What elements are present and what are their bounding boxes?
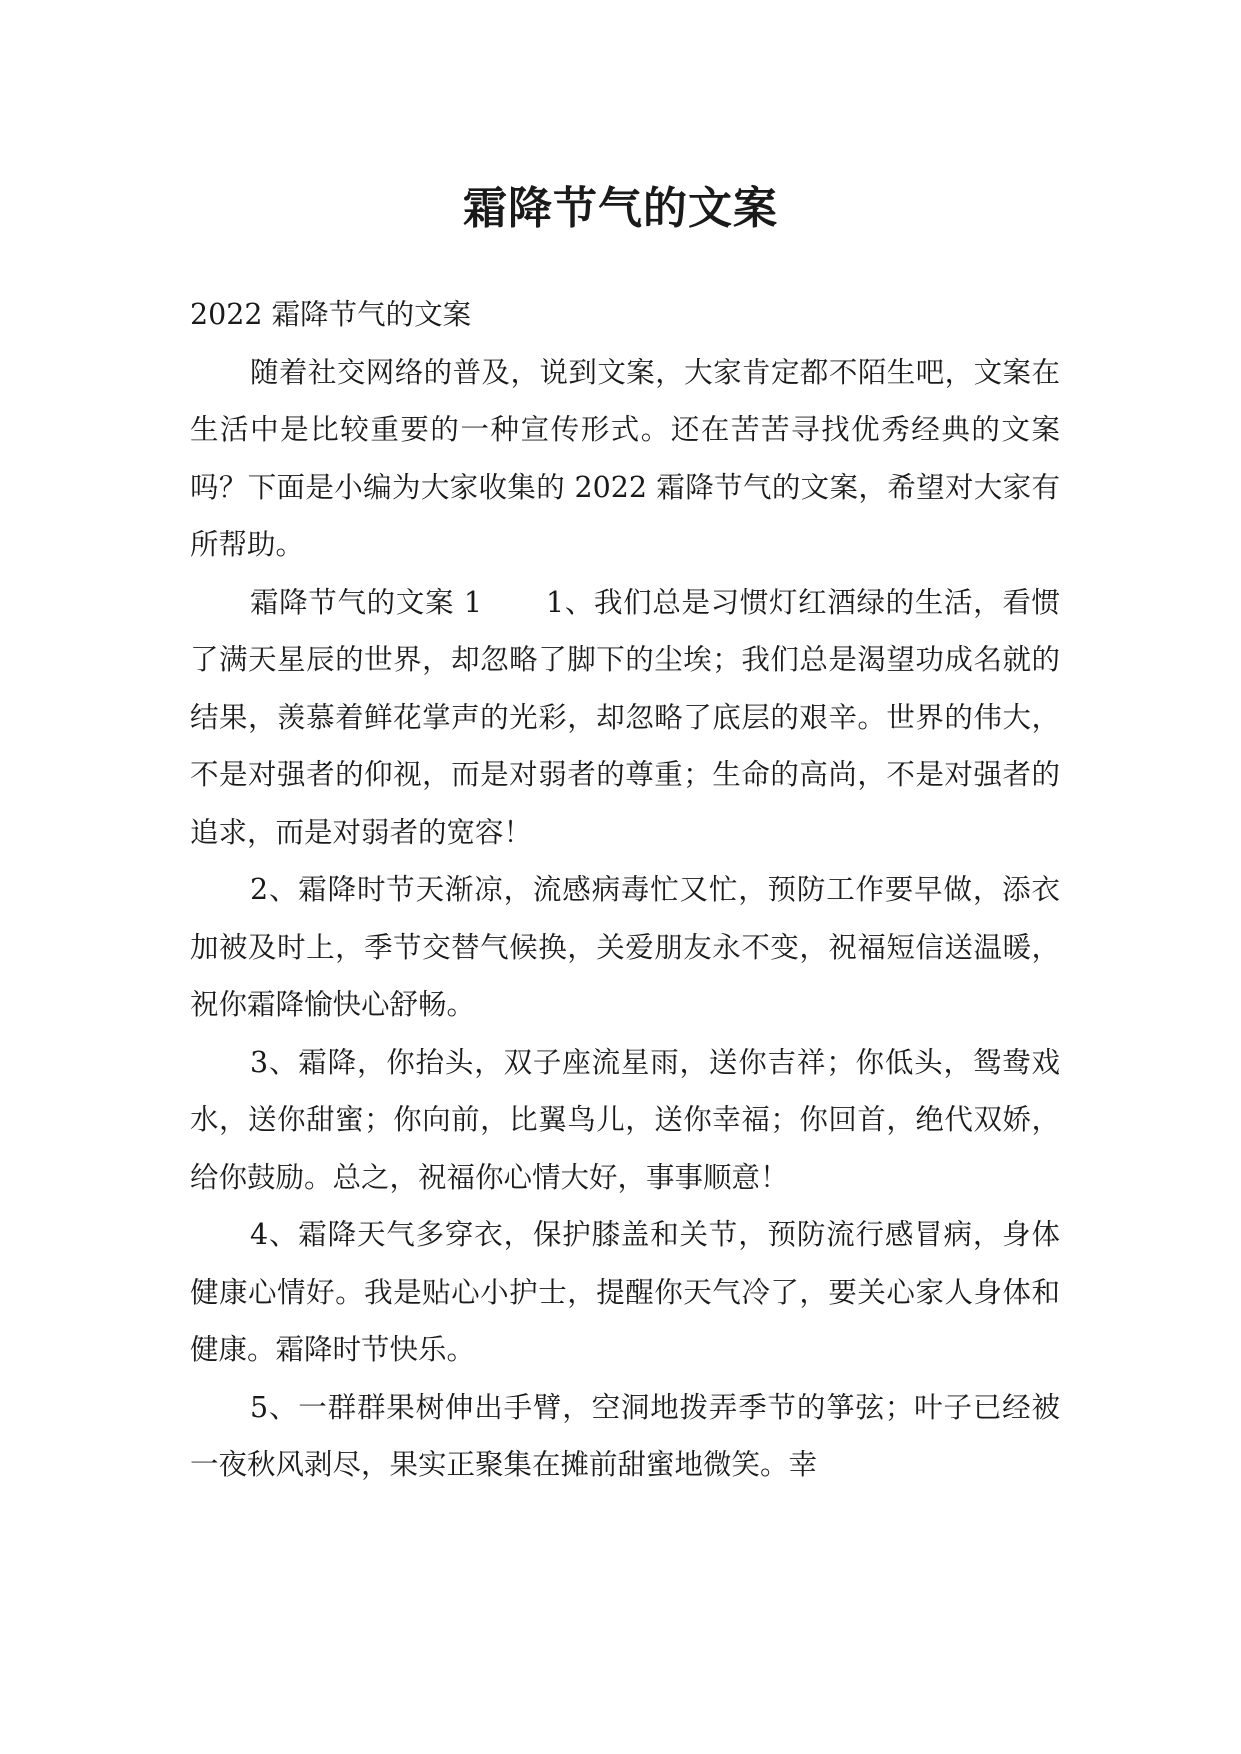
section-paragraph-1 [190, 574, 1060, 862]
document-title: 霜降节气的文案 [463, 183, 778, 235]
list-item-3: 3、霜降，你抬头，双子座流星雨，送你吉祥；你低头，鸳鸯戏水，送你甜蜜；你向前，比翼鸟儿，送你幸福；你回首，绝代双娇，给你鼓励。总之，祝福你心情大好，事事顺意！ [190, 1045, 1060, 1194]
intro-paragraph: 随着社交网络的普及，说到文案，大家肯定都不陌生吧，文案在生活中是比较重要的一种宣传形式。还在苦苦寻找优秀经典的文案吗？下面是小编为大家收集的 2022 霜降节气的文案，希望对大家有所帮助。 [190, 355, 1060, 561]
list-item-2: 2、霜降时节天渐凉，流感病毒忙又忙，预防工作要早做，添衣加被及时上，季节交替气候换，关爱朋友永不变，祝福短信送温暖，祝你霜降愉快心舒畅。 [190, 873, 1060, 1021]
document-body [190, 286, 1060, 1494]
list-item-4: 4、霜降天气多穿衣，保护膝盖和关节，预防流行感冒病，身体健康心情好。我是贴心小护士，提醒你天气冷了，要关心家人身体和健康。霜降时节快乐。 [190, 1218, 1060, 1366]
list-item-1: 1、我们总是习惯灯红酒绿的生活，看惯了满天星辰的世界，却忽略了脚下的尘埃；我们总是渴望功成名就的结果，羡慕着鲜花掌声的光彩，却忽略了底层的艰辛。世界的伟大，不是对强者的仰视，而是对弱者的尊重；生命的高尚，不是对强者的追求，而是对弱者的宽容！ [190, 585, 1060, 849]
document-subtitle: 2022 霜降节气的文案 [190, 298, 472, 331]
section-heading: 霜降节气的文案 1 [250, 585, 483, 619]
list-item-5: 5、一群群果树伸出手臂，空洞地拨弄季节的箏弦；叶子已经被一夜秋风剥尽，果实正聚集在摊前甜蜜地微笑。幸 [190, 1390, 1060, 1481]
